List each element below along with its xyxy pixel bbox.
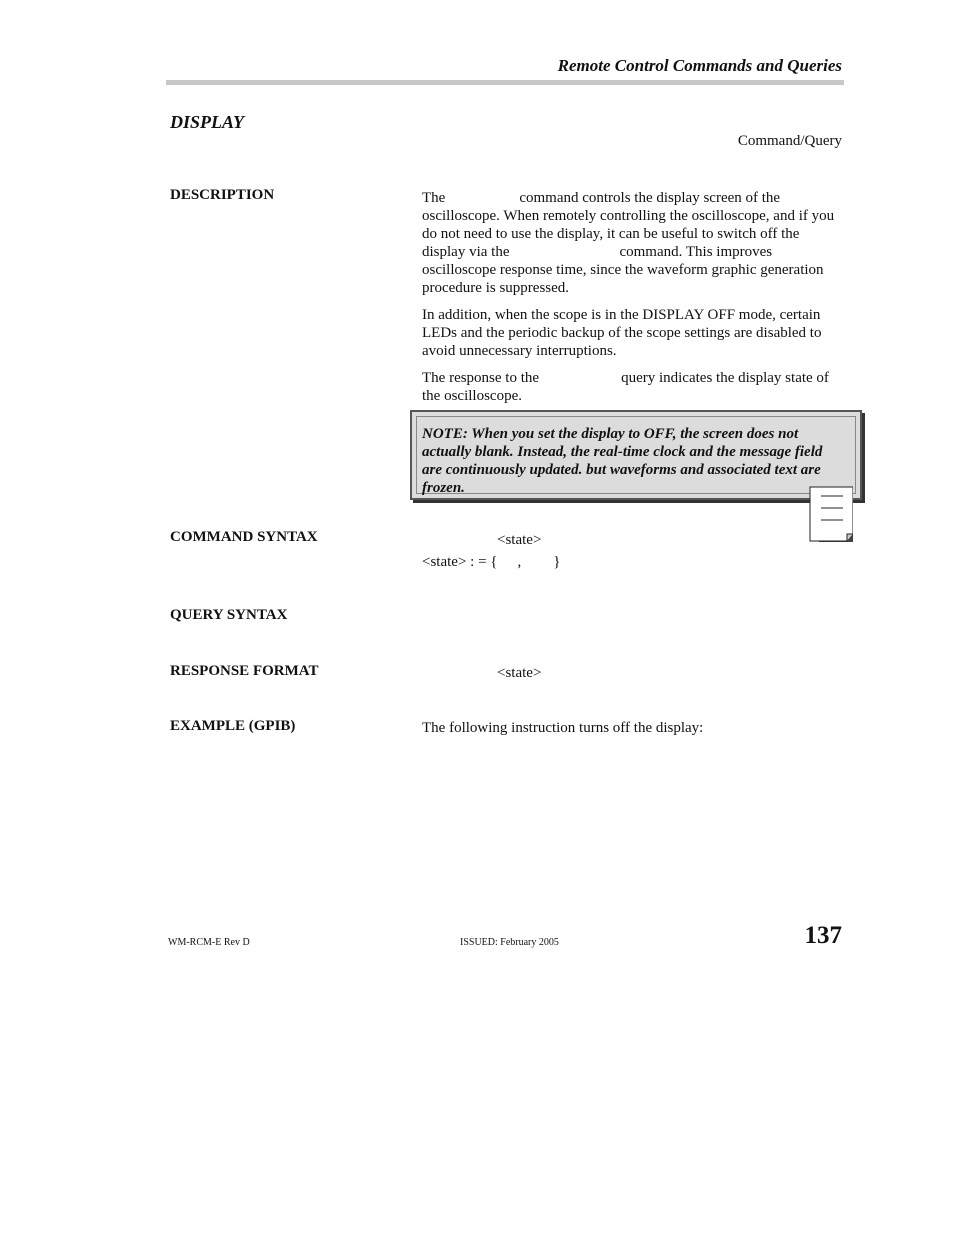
description-text: The response to the <box>422 370 540 386</box>
description-paragraph-1 <box>422 189 842 297</box>
page-number: 137 <box>804 922 842 949</box>
description-text: command. This improves oscilloscope response time, since the waveform graphic generation procedure is suppressed. <box>422 244 824 296</box>
footer-doc-id: WM-RCM-E Rev D <box>168 937 250 948</box>
description-text: command controls the display screen of the oscilloscope. When remotely controlling the oscilloscope, and if you do not need to use the display, it can be useful to switch off the display via the <box>422 190 835 260</box>
description-paragraph-2: In addition, when the scope is in the DISPLAY OFF mode, certain LEDs and the periodic backup of the scope settings are disabled to avoid unnecessary interruptions. <box>422 307 822 359</box>
response-format-label: RESPONSE FORMAT <box>170 663 319 679</box>
syntax-line-1: <state> <box>497 532 542 548</box>
description-text: The <box>422 190 446 206</box>
running-header: Remote Control Commands and Queries <box>557 56 842 75</box>
note-text: NOTE: When you set the display to OFF, the screen does not actually blank. Instead, the real-time clock and the message field are continuously updated. but waveforms and associated text are frozen. <box>422 426 823 496</box>
response-format-value: <state> <box>497 665 542 681</box>
description-paragraph-3 <box>422 369 842 405</box>
footer-issued: ISSUED: February 2005 <box>460 937 559 948</box>
command-syntax-body <box>422 531 842 571</box>
command-title: DISPLAY <box>170 112 245 132</box>
command-type: Command/Query <box>737 133 842 149</box>
example-label: EXAMPLE (GPIB) <box>170 718 296 734</box>
query-syntax-label: QUERY SYNTAX <box>170 607 288 623</box>
header-rule <box>166 80 844 85</box>
example-text: The following instruction turns off the display: <box>422 720 704 736</box>
description-text: query indicates the display state of the oscilloscope. <box>422 370 829 404</box>
syntax-text: } <box>553 554 561 570</box>
command-syntax-label: COMMAND SYNTAX <box>170 529 318 545</box>
syntax-text: , <box>517 554 522 570</box>
syntax-line-2 <box>422 553 842 571</box>
description-label: DESCRIPTION <box>170 187 275 203</box>
syntax-text: <state> : = { <box>422 554 498 570</box>
description-body <box>422 189 842 414</box>
